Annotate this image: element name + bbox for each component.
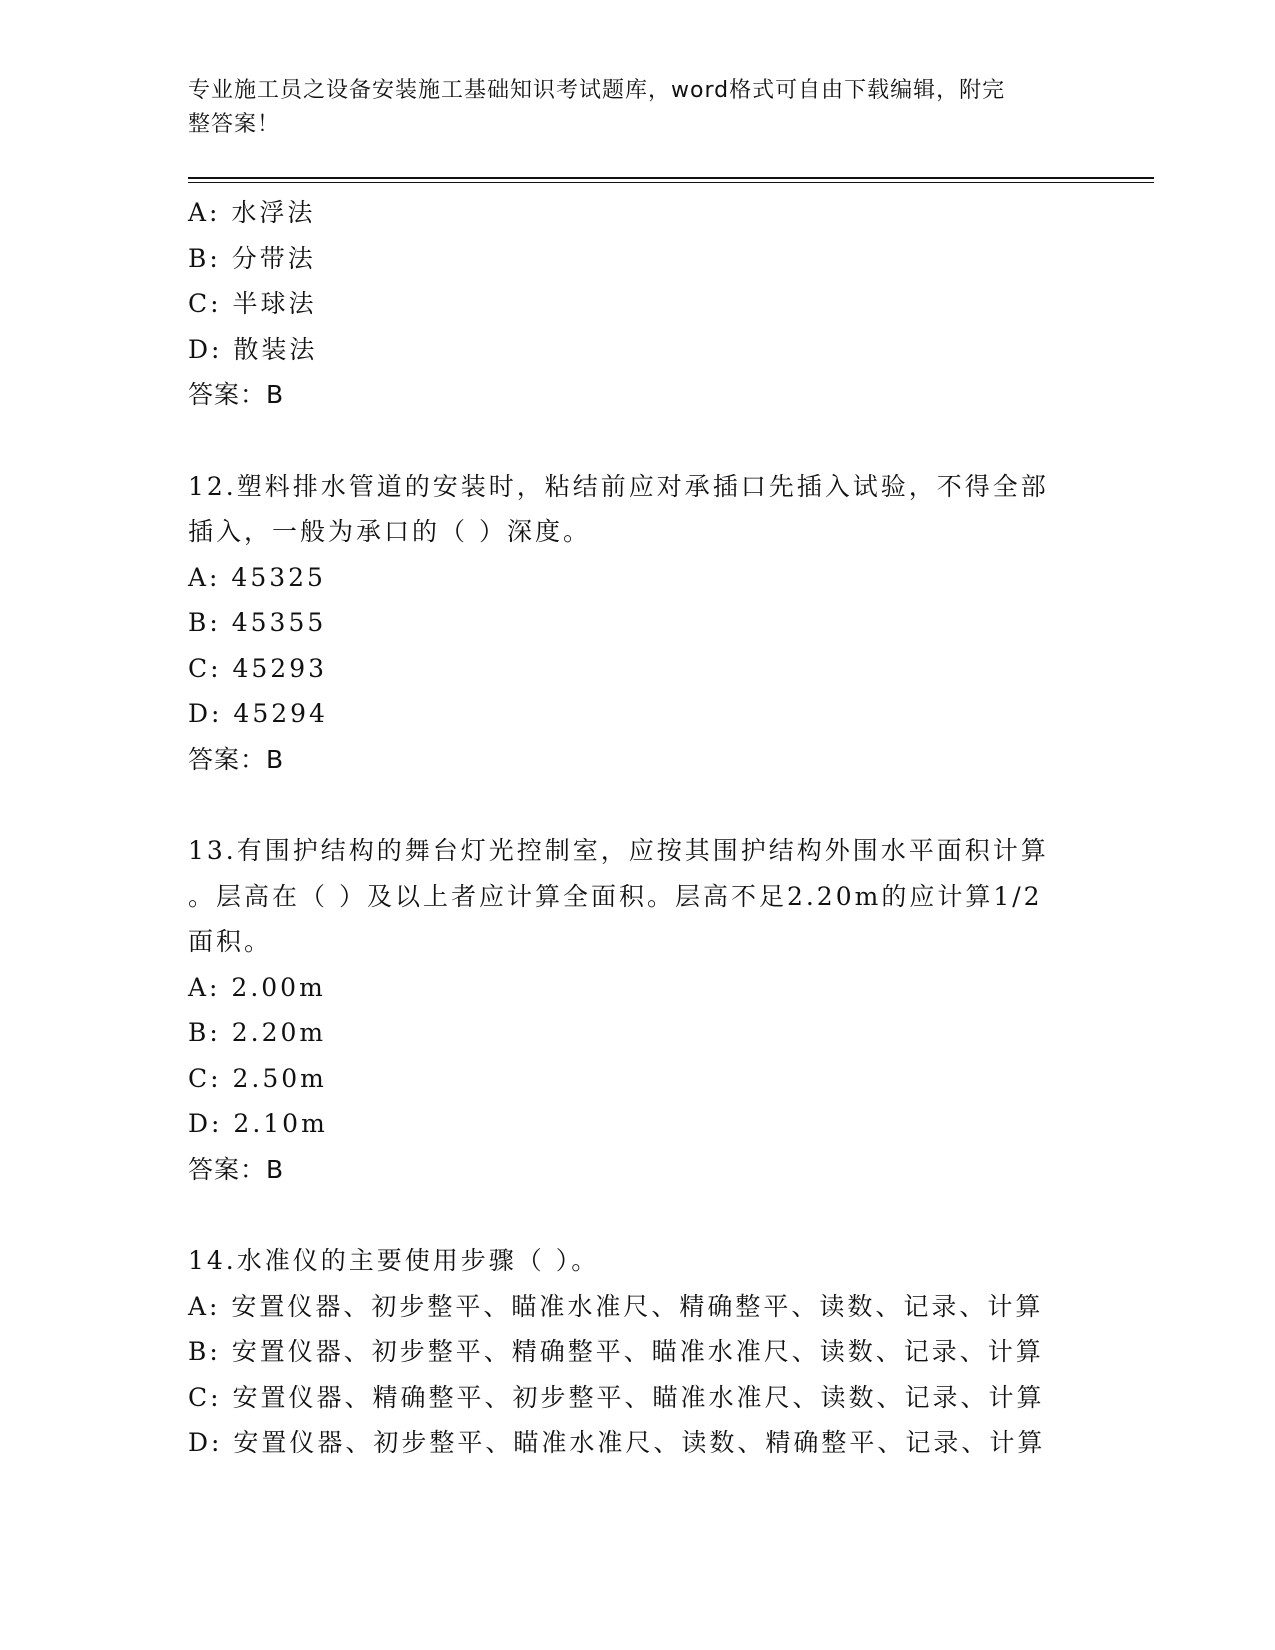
- question-stem-line: 13.有围护结构的舞台灯光控制室，应按其围护结构外围水平面积计算: [188, 836, 1049, 865]
- option-a: A: 水浮法: [188, 198, 316, 227]
- option-b: B: 2.20m: [188, 1018, 327, 1047]
- question-stem-line: 14.水准仪的主要使用步骤（ ）。: [188, 1246, 600, 1275]
- question-12: [188, 464, 1088, 783]
- question-stem-line: 12.塑料排水管道的安装时，粘结前应对承插口先插入试验，不得全部: [188, 471, 1049, 501]
- document-header: [188, 74, 1068, 142]
- answer-line: 答案：B: [188, 744, 285, 774]
- option-a: A: 安置仪器、初步整平、瞄准水准尺、精确整平、读数、记录、计算: [188, 1291, 1044, 1321]
- header-divider-thin: [188, 182, 1154, 183]
- question-list: [188, 190, 1088, 1466]
- answer-line: 答案：B: [188, 380, 285, 409]
- header-line-1: 专业施工员之设备安装施工基础知识考试题库，word格式可自由下载编辑，附完: [188, 78, 1006, 103]
- option-c: C: 半球法: [188, 289, 317, 318]
- option-d: D: 2.10m: [188, 1109, 328, 1138]
- question-stem-line: 面积。: [188, 927, 273, 956]
- option-c: C: 45293: [188, 653, 328, 683]
- answer-line: 答案：B: [188, 1154, 285, 1184]
- header-line-2: 整答案！: [188, 112, 281, 137]
- question-13: [188, 828, 1088, 1192]
- option-b: B: 安置仪器、初步整平、精确整平、瞄准水准尺、读数、记录、计算: [188, 1337, 1044, 1366]
- header-divider-thick: [188, 177, 1154, 179]
- option-d: D: 安置仪器、初步整平、瞄准水准尺、读数、精确整平、记录、计算: [188, 1428, 1046, 1457]
- question-11: [188, 190, 1088, 418]
- question-stem-line: 。层高在（ ）及以上者应计算全面积。层高不足2.20m的应计算1/2: [188, 881, 1043, 911]
- question-stem-line: 插入，一般为承口的（ ）深度。: [188, 517, 591, 546]
- option-d: D: 45294: [188, 699, 328, 728]
- option-d: D: 散装法: [188, 334, 318, 364]
- option-b: B: 45355: [188, 608, 327, 637]
- option-c: C: 2.50m: [188, 1063, 327, 1093]
- option-a: A: 2.00m: [188, 972, 326, 1002]
- question-14: [188, 1238, 1088, 1466]
- option-b: B: 分带法: [188, 243, 316, 273]
- option-a: A: 45325: [188, 562, 326, 592]
- option-c: C: 安置仪器、精确整平、初步整平、瞄准水准尺、读数、记录、计算: [188, 1382, 1045, 1412]
